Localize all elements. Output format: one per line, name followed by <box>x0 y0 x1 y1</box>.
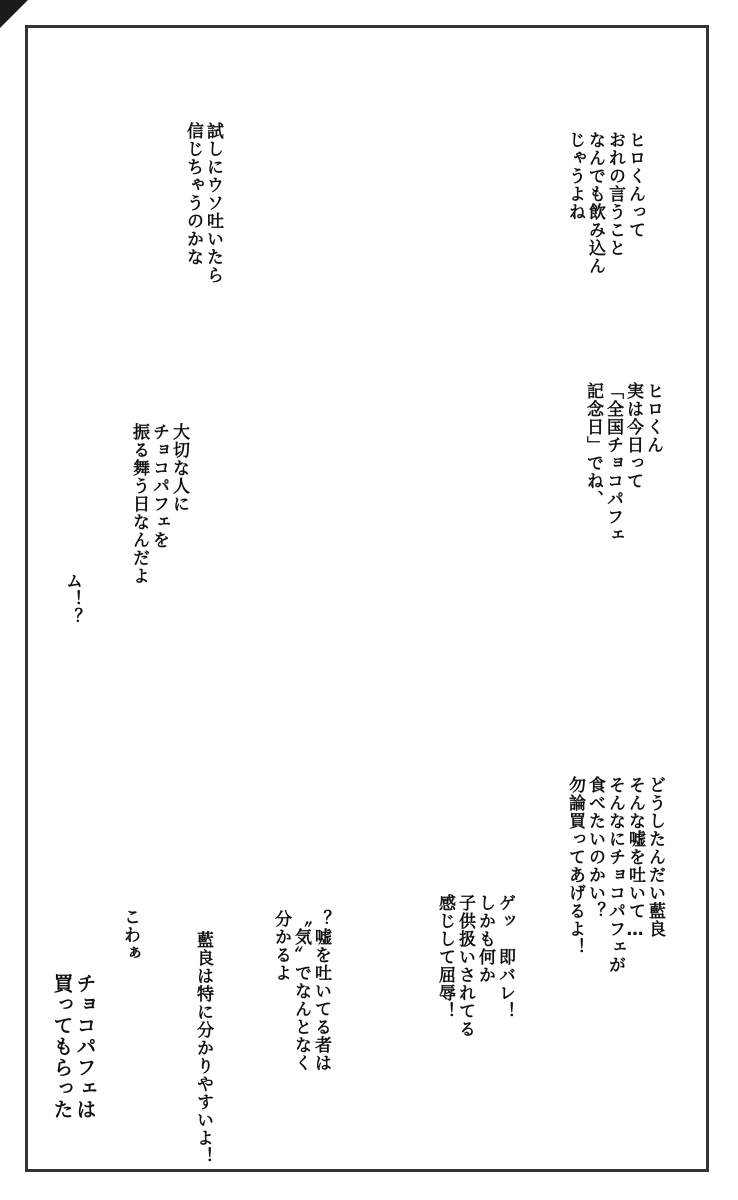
narration-text-bought-parfait: チョコパフェは 買ってもらった <box>50 973 97 1120</box>
speech-text-gee-sokubare: ゲッ 即バレ！ しかも何か 子供扱いされてる 感じして屈辱！ <box>435 894 515 1038</box>
speech-text-try-lie: 試しにウソ吐いたら 信じちゃうのかな <box>183 122 223 284</box>
speech-text-important-person: 大切な人に チョコパフェを 振る舞う日なんだよ <box>129 423 189 585</box>
speech-text-kowaa: こわぁ <box>120 908 140 962</box>
speech-text-aira-easy: 藍良は特に分かりやすいよ！ <box>193 931 213 1165</box>
speech-text-hiro-kun: ヒロくんって おれの言うこと なんでも飲み込ん じゃうよね <box>565 131 645 275</box>
speech-text-lying-person: ？嘘を吐いてる者は 〝気〟でなんとなく 分かるよ <box>271 910 331 1072</box>
comic-panel <box>25 25 709 1172</box>
page-corner-mark <box>0 0 28 28</box>
speech-text-today-is: ヒロくん 実は今日って 「全国チョコパフェ 記念日」でね、 <box>583 382 663 544</box>
speech-text-mu: ム！？ <box>62 572 82 626</box>
speech-text-doushitandai: どうしたんだい藍良 そんな嘘を吐いて… そんなにチョコパフェが 食べたいのかい？ 勿論買ってあげるよ！ <box>565 776 665 974</box>
